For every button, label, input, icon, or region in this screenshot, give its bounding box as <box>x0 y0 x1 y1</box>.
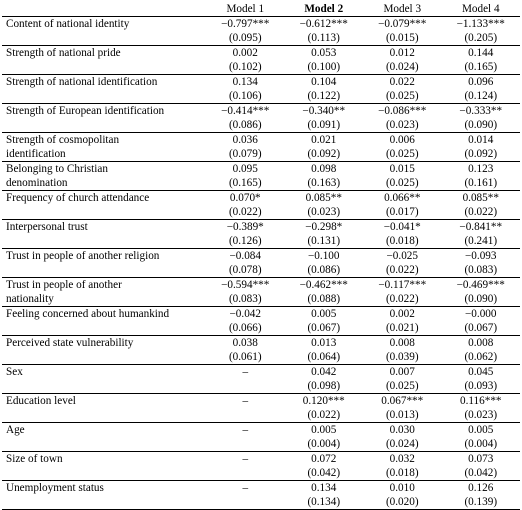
variable-label: Age <box>2 423 206 438</box>
coefficient-cell: 0.032 <box>363 452 442 467</box>
std-error-cell: (0.161) <box>464 177 498 189</box>
header-model-3: Model 3 <box>363 2 442 17</box>
variable-label: Content of national identity <box>6 18 130 30</box>
coefficient-cell: 0.012 <box>363 46 442 61</box>
table-row-se <box>2 60 520 75</box>
coefficient-cell: 0.053 <box>285 46 364 61</box>
coefficient-cell: −0.462*** <box>285 278 364 293</box>
variable-label-cont <box>2 118 206 133</box>
std-error-cell: (0.122) <box>307 90 341 102</box>
coefficient-cell: 0.134 <box>206 75 285 90</box>
std-error-cell: (0.090) <box>464 119 498 131</box>
std-error-cell: (0.092) <box>307 148 341 160</box>
coefficient-cell: −0.298* <box>285 220 364 235</box>
variable-label: Frequency of church attendance <box>2 191 206 206</box>
table-row-se <box>2 408 520 423</box>
variable-label-cont <box>2 408 206 423</box>
coefficient-cell: 0.116*** <box>442 394 521 409</box>
std-error-cell: (0.025) <box>385 148 419 160</box>
coefficient-cell: −0.414*** <box>206 104 285 119</box>
std-error-cell: (0.062) <box>464 351 498 363</box>
std-error-cell <box>206 379 285 394</box>
table-row-se <box>2 89 520 104</box>
coefficient-cell: 0.067*** <box>363 394 442 409</box>
coefficient-cell: 0.085** <box>285 191 364 206</box>
coefficient-cell: −0.389* <box>206 220 285 235</box>
header-row <box>2 2 520 17</box>
std-error-cell <box>206 437 285 452</box>
std-error-cell: (0.023) <box>464 409 498 421</box>
variable-label: Unemployment status <box>2 481 206 496</box>
variable-label: Trust in people of another religion <box>2 249 206 264</box>
table-row <box>2 191 520 206</box>
std-error-cell: (0.093) <box>464 380 498 392</box>
coefficient-cell: −0.079*** <box>378 18 427 30</box>
coefficient-cell: 0.045 <box>442 365 521 380</box>
std-error-cell: (0.025) <box>385 177 419 189</box>
std-error-cell: (0.018) <box>385 467 419 479</box>
std-error-cell: (0.017) <box>385 206 419 218</box>
coefficient-cell: 0.036 <box>206 133 285 148</box>
header-model-4: Model 4 <box>442 2 521 17</box>
std-error-cell: (0.023) <box>307 206 341 218</box>
std-error-cell: (0.024) <box>385 61 419 73</box>
coefficient-cell: −1.133*** <box>456 18 505 30</box>
coefficient-cell: −0.000 <box>442 307 521 322</box>
table-row-se <box>2 379 520 394</box>
coefficient-cell: 0.002 <box>363 307 442 322</box>
coefficient-cell: −0.042 <box>206 307 285 322</box>
coefficient-cell: −0.612*** <box>299 18 348 30</box>
coefficient-cell: – <box>206 394 285 409</box>
coefficient-cell: 0.015 <box>363 162 442 177</box>
variable-label-cont <box>2 89 206 104</box>
std-error-cell: (0.067) <box>307 322 341 334</box>
table-row-se <box>2 495 520 510</box>
coefficient-cell: 0.098 <box>285 162 364 177</box>
std-error-cell: (0.066) <box>228 322 262 334</box>
variable-label-cont <box>2 31 206 46</box>
coefficient-cell: – <box>206 481 285 496</box>
table-row-se <box>2 437 520 452</box>
std-error-cell: (0.042) <box>307 467 341 479</box>
coefficient-cell: −0.469*** <box>442 278 521 293</box>
table-row <box>2 452 520 467</box>
std-error-cell: (0.020) <box>363 495 442 510</box>
table-row-se <box>2 205 520 220</box>
variable-label: Sex <box>2 365 206 380</box>
std-error-cell <box>206 495 285 510</box>
table-row <box>2 336 520 351</box>
std-error-cell: (0.113) <box>307 32 340 44</box>
std-error-cell: (0.004) <box>464 438 498 450</box>
coefficient-cell: – <box>206 365 285 380</box>
header-variable <box>2 2 206 17</box>
std-error-cell: (0.134) <box>285 495 364 510</box>
std-error-cell: (0.083) <box>464 264 498 276</box>
variable-label: Trust in people of another <box>2 278 206 293</box>
std-error-cell: (0.124) <box>464 90 498 102</box>
table-row-se <box>2 292 520 307</box>
std-error-cell: (0.079) <box>228 148 262 160</box>
coefficient-cell: 0.021 <box>285 133 364 148</box>
std-error-cell <box>206 408 285 423</box>
table-row-se <box>2 176 520 191</box>
std-error-cell: (0.018) <box>385 235 419 247</box>
variable-label: Interpersonal trust <box>2 220 206 235</box>
variable-label-cont <box>2 379 206 394</box>
coefficient-cell: 0.085** <box>442 191 521 206</box>
table-row-se <box>2 31 520 46</box>
table-row-se <box>2 466 520 481</box>
std-error-cell: (0.067) <box>464 322 498 334</box>
coefficient-cell: 0.005 <box>285 307 364 322</box>
variable-label: Strength of cosmopolitan <box>2 133 206 148</box>
table-row <box>2 162 520 177</box>
table-row-se <box>2 321 520 336</box>
coefficient-cell: 0.005 <box>285 423 364 438</box>
coefficient-cell: 0.095 <box>206 162 285 177</box>
coefficient-cell: −0.041* <box>363 220 442 235</box>
coefficient-cell: 0.073 <box>442 452 521 467</box>
std-error-cell: (0.098) <box>307 380 341 392</box>
table-row <box>2 104 520 119</box>
table-row-se <box>2 118 520 133</box>
variable-label: Education level <box>2 394 206 409</box>
std-error-cell: (0.022) <box>228 206 262 218</box>
coefficient-cell: 0.006 <box>363 133 442 148</box>
coefficient-cell: −0.117*** <box>363 278 442 293</box>
std-error-cell: (0.106) <box>228 90 262 102</box>
std-error-cell: (0.086) <box>228 119 262 131</box>
std-error-cell: (0.078) <box>228 264 262 276</box>
coefficient-cell: 0.038 <box>206 336 285 351</box>
coefficient-cell: 0.123 <box>442 162 521 177</box>
table-row <box>2 17 520 32</box>
table-row <box>2 220 520 235</box>
std-error-cell: (0.013) <box>385 409 419 421</box>
std-error-cell: (0.131) <box>307 235 341 247</box>
coefficient-cell: 0.005 <box>442 423 521 438</box>
table-row <box>2 46 520 61</box>
variable-label: Strength of European identification <box>2 104 206 119</box>
table-row <box>2 249 520 264</box>
std-error-cell: (0.064) <box>307 351 341 363</box>
variable-label-cont <box>2 466 206 481</box>
std-error-cell: (0.163) <box>307 177 341 189</box>
coefficient-cell: 0.007 <box>363 365 442 380</box>
coefficient-cell: −0.086*** <box>363 104 442 119</box>
std-error-cell: (0.102) <box>228 61 262 73</box>
std-error-cell: (0.091) <box>307 119 341 131</box>
coefficient-cell: 0.014 <box>442 133 521 148</box>
table-row <box>2 394 520 409</box>
coefficient-cell: −0.841** <box>442 220 521 235</box>
table-row-se <box>2 147 520 162</box>
coefficient-cell: – <box>206 452 285 467</box>
coefficient-cell: 0.096 <box>442 75 521 90</box>
coefficient-cell: 0.008 <box>442 336 521 351</box>
coefficient-cell: – <box>206 423 285 438</box>
regression-table-container <box>2 2 520 508</box>
table-row <box>2 365 520 380</box>
std-error-cell: (0.100) <box>307 61 341 73</box>
std-error-cell: (0.061) <box>228 351 262 363</box>
std-error-cell: (0.042) <box>464 467 498 479</box>
coefficient-cell: 0.010 <box>363 481 442 496</box>
coefficient-cell: −0.797*** <box>221 18 270 30</box>
std-error-cell: (0.165) <box>228 177 262 189</box>
std-error-cell <box>206 466 285 481</box>
variable-label-cont: nationality <box>6 293 54 305</box>
std-error-cell: (0.021) <box>385 322 419 334</box>
table-row <box>2 307 520 322</box>
coefficient-cell: 0.066** <box>363 191 442 206</box>
std-error-cell: (0.022) <box>307 409 341 421</box>
coefficient-cell: −0.084 <box>206 249 285 264</box>
std-error-cell: (0.095) <box>228 32 262 44</box>
variable-label: Size of town <box>2 452 206 467</box>
coefficient-cell: 0.022 <box>363 75 442 90</box>
coefficient-cell: 0.144 <box>442 46 521 61</box>
std-error-cell: (0.039) <box>385 351 419 363</box>
coefficient-cell: 0.104 <box>285 75 364 90</box>
std-error-cell: (0.086) <box>307 264 341 276</box>
std-error-cell: (0.139) <box>442 495 521 510</box>
table-row <box>2 278 520 293</box>
variable-label: Belonging to Christian <box>2 162 206 177</box>
std-error-cell: (0.004) <box>307 438 341 450</box>
std-error-cell: (0.022) <box>464 206 498 218</box>
coefficient-cell: 0.134 <box>285 481 364 496</box>
coefficient-cell: 0.072 <box>285 452 364 467</box>
coefficient-cell: −0.100 <box>285 249 364 264</box>
variable-label-cont <box>2 205 206 220</box>
coefficient-cell: −0.340** <box>285 104 364 119</box>
coefficient-cell: 0.120*** <box>285 394 364 409</box>
coefficient-cell: 0.013 <box>285 336 364 351</box>
coefficient-cell: −0.333** <box>442 104 521 119</box>
variable-label: Perceived state vulnerability <box>2 336 206 351</box>
variable-label: Strength of national pride <box>2 46 206 61</box>
variable-label-cont <box>2 321 206 336</box>
coefficient-cell: 0.042 <box>285 365 364 380</box>
table-body <box>2 17 520 510</box>
table-row-se <box>2 350 520 365</box>
variable-label-cont <box>2 60 206 75</box>
coefficient-cell: −0.594*** <box>206 278 285 293</box>
coefficient-cell: 0.002 <box>206 46 285 61</box>
table-row <box>2 423 520 438</box>
std-error-cell: (0.023) <box>385 119 419 131</box>
coefficient-cell: 0.030 <box>363 423 442 438</box>
table-row <box>2 75 520 90</box>
variable-label-cont <box>2 263 206 278</box>
std-error-cell: (0.165) <box>464 61 498 73</box>
coefficient-cell: −0.025 <box>363 249 442 264</box>
variable-label-cont <box>2 350 206 365</box>
variable-label-cont: identification <box>6 148 66 160</box>
std-error-cell: (0.241) <box>464 235 498 247</box>
std-error-cell: (0.025) <box>385 90 419 102</box>
std-error-cell: (0.024) <box>385 438 419 450</box>
std-error-cell: (0.022) <box>385 264 419 276</box>
variable-label: Strength of national identification <box>2 75 206 90</box>
variable-label-cont <box>2 234 206 249</box>
table-row <box>2 133 520 148</box>
variable-label-cont: denomination <box>6 177 68 189</box>
variable-label-cont <box>2 437 206 452</box>
table-row-se <box>2 234 520 249</box>
std-error-cell: (0.022) <box>385 293 419 305</box>
std-error-cell: (0.205) <box>464 32 498 44</box>
std-error-cell: (0.092) <box>464 148 498 160</box>
std-error-cell: (0.126) <box>228 235 262 247</box>
std-error-cell: (0.090) <box>464 293 498 305</box>
coefficient-cell: 0.070* <box>206 191 285 206</box>
header-model-2: Model 2 <box>285 2 364 17</box>
std-error-cell: (0.083) <box>228 293 262 305</box>
header-model-1: Model 1 <box>206 2 285 17</box>
coefficient-cell: 0.008 <box>363 336 442 351</box>
variable-label: Feeling concerned about humankind <box>2 307 206 322</box>
regression-table <box>2 2 520 510</box>
std-error-cell: (0.015) <box>385 32 419 44</box>
std-error-cell: (0.088) <box>307 293 341 305</box>
coefficient-cell: −0.093 <box>442 249 521 264</box>
coefficient-cell: 0.126 <box>442 481 521 496</box>
std-error-cell: (0.025) <box>385 380 419 392</box>
table-row-se <box>2 263 520 278</box>
variable-label-cont <box>2 495 206 510</box>
